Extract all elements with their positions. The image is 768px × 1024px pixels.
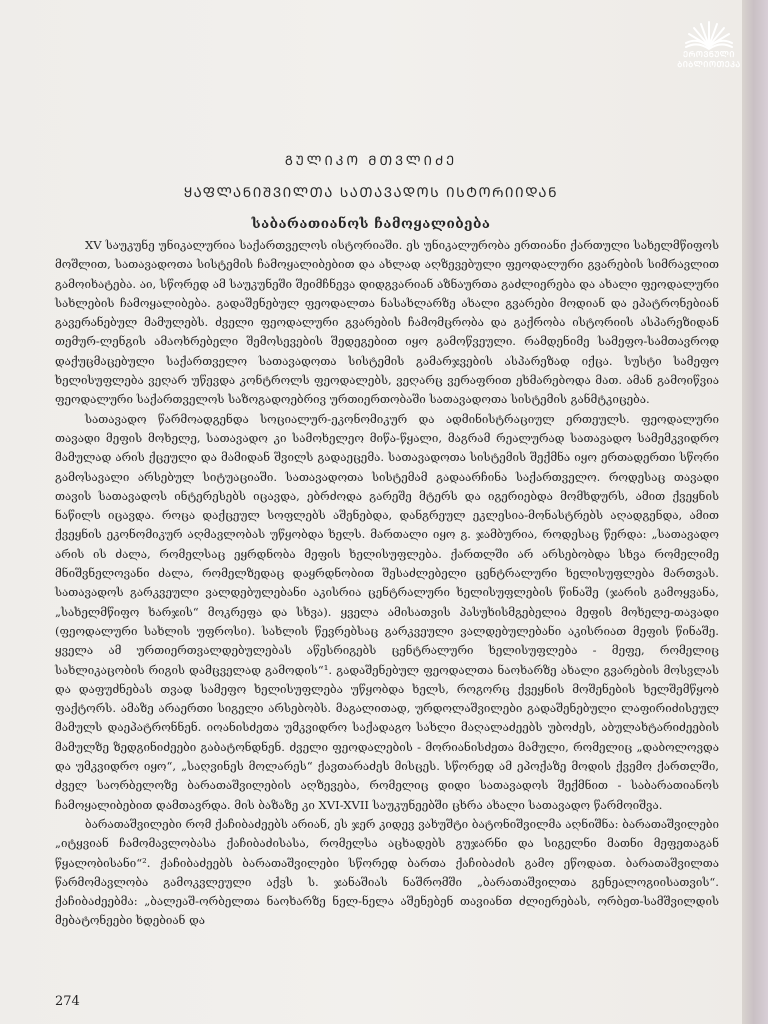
page-number: 274 [55, 994, 80, 1009]
paragraph: XV საუკუნე უნიკალურია საქართველოს ისტორიაში. ეს უნიკალურობა ერთიანი ქართული სახელმწიფოს მოშლით, სათავადოთა სისტემის ჩამოყალიბებით და ახლად აღზევებული ფეოდალური გვარების სიმრავლით გამოიხატება. აი, სწორედ ამ საუკუნეში შეიმჩნევა დიდგვარიან აზნაურთა გაძლიერება და ახალი ფეოდალური სახლების ჩამოყალიბება. გადაშენებულ ფეოდალთა ნასახლარზე ახალი გვარები მოდიან და ეპატრონებიან გავერანებულ მამულებს. ძველი ფეოდალური გვარების ჩამომცრობა და გაქრობა ისტორიის ასპარეზიდან თემურ-ლენგის ამაოხრებელი შემოსევების შედეგებით იყო გამოწვეული. რამდენიმე სამეფო-სამთავროდ დაქუცმაცებული საქართველო სათავადოთა სისტემის გამარჯვების ასპარეზად იქცა. სუსტი სამეფო ხელისუფლება ვეღარ უწევდა კონტროლს ფეოდალებს, ვეღარც ვერაფრით ეხმარებოდა მათ. ამან გამოიწვია ფეოდალური საქართველოს საზოგადოებრივ ურთიერთობაში სათავადოთა სისტემის განმტკიცება. [55, 238, 719, 407]
section-heading: საბარათიანოს ჩამოყალიბება [251, 216, 491, 232]
paragraph: ბარათაშვილები რომ ქაჩიბაძეებს არიან, ეს ჯერ კიდევ ვახუშტი ბატონიშვილმა აღნიშნა: ბარათაშვილები „იტყვიან ჩამომავლობასა ქაჩიბაძისასა, რომელსა აცხადებს გუჯარნი და სიგელნი მათნი მეფეთაგან წყალობისანი“². ქაჩიბაძეებს ბარათაშვილები სწორედ ბართა ქაჩიბაძის გამო ეწოდათ. ბარათაშვილთა წარმომავლობა გამოკვლეული აქვს ს. ჯანაშიას ნაშრომში „ბარათაშვილთა გენეალოგიისათვის“. ქაჩიბაძეებმა: „ბალეაშ-ორბელთა ნაოხარზე ნელ-ნელა აშენებენ თავიანთ ძლიერებას, ორბეთ-სამშვილდის მებატონეები ხდებიან და [55, 816, 719, 928]
book-logo-icon [680, 16, 738, 50]
stamp-line-2: ᲑᲘᲑᲚᲘᲝᲗᲔᲙᲐ [677, 60, 741, 69]
page-gutter [742, 0, 768, 1024]
author-name: ᲒᲣᲚᲘᲙᲝ ᲛᲗᲕᲚᲘᲫᲔ [284, 154, 458, 169]
article-title: ᲧᲐᲤᲚᲐᲜᲘᲨᲕᲘᲚᲗᲐ ᲡᲐᲗᲐᲕᲐᲓᲝᲡ ᲘᲡᲢᲝᲠᲘᲘᲓᲐᲜ [183, 185, 559, 201]
stamp-line-1: ᲔᲠᲝᲕᲜᲣᲚᲘ [683, 50, 735, 59]
article-body [55, 236, 719, 931]
paragraph: სათავადო წარმოადგენდა სოციალურ-ეკონომიკურ და ადმინისტრაციულ ერთეულს. ფეოდალური თავადი მეფის მოხელე, სათავადო კი სამოხელეო მიწა-წყალი, მაგრამ რეალურად სათავადო სამემკვიდრო მამულად არის ქცეული და მამიდან შვილს გადაეცემა. სათავადოთა სისტემის შექმნა იყო ერთადერთი სწორი გამოსავალი არსებულ სიტუაციაში. სათავადოთა სისტემამ გადაარჩინა საქართველო. როდესაც თავადი თავის სათავადოს ინტერესებს იცავდა, ებრძოდა გარეშე მტერს და იგერიებდა მომხდურს, ამით ქვეყნის ნაწილს იცავდა. როცა დაქცეულ სოფლებს აშენებდა, დანგრეულ ეკლესია-მონასტრებს აღადგენდა, ამით ქვეყნის ეკონომიკურ აღმავლობას უწყობდა ხელს. მართალი იყო გ. ჯამბურია, როდესაც წერდა: „სათავადო არის ის ძალა, რომელსაც ეყრდნობა მეფის ხელისუფლება. ქართლში არ არსებობდა სხვა რომელიმე მნიშვნელოვანი ძალა, რომელზედაც დაყრდნობით შესაძლებელი ცენტრალური ხელისუფლება მართვას. სათავადოს გარკვეული ვალდებულებანი აკისრია ცენტრალური ხელისუფლების წინაშე (ჯარის გამოყვანა, „სახელმწიფო ხარჯის“ მოკრეფა და სხვა). ყველა ამისათვის პასუხისმგებელია მეფის მოხელე-თავადი (ფეოდალური სახლის უფროსი). სახლის წევრებსაც გარკვეული ვალდებულებანი აკისრიათ მეფის წინაშე. ყველა ამ ურთიერთვალდებულებას აწესრიგებს ცენტრალური ხელისუფლება - მეფე, რომელიც სახლიკაცობის რიგის დამცველად გამოდის“¹. გადაშენებულ ფეოდალთა ნაოხარზე ახალი გვარების მოსვლას და დაფუძნებას თვად სამეფო ხელისუფლება უწყობდა ხელს, როგორც ქვეყნის მოშენების ხელშემწყობ ფაქტორს. ამაზე არაერთი სიგელი არსებობს. მაგალითად, ურდოლაშვილები გადაშენებული ლაფირიძისეულ მამულს დაეპატრონნენ. იოანისძეთა უმკვიდრო საქადაგო სახლი მაღალაძეებს უბოძეს, აბულახტარიძეების მამულზე ზედგინიძეები გაბატონდნენ. ძველი ფეოდალების - მორიანისძეთა მამული, რომელიც „დაბოლოვდა და უმკვიდრო იყო“, „საღვინეს მოლარეს“ ქავთარაძეს მისცეს. სწორედ ამ ეპოქაზე მოდის ქვემო ქართლში, ძველ საორბელოზე ბარათაშვილების აღზევება, რომელიც დიდი სათავადოს შექმნით - საბარათიანოს ჩამოყალიბებით დამთავრდა. მის ბაზაზე კი XVI-XVII საუკუნეებში ცხრა ახალი სათავადო წარმოიშვა. [55, 411, 719, 812]
library-stamp [668, 16, 750, 80]
